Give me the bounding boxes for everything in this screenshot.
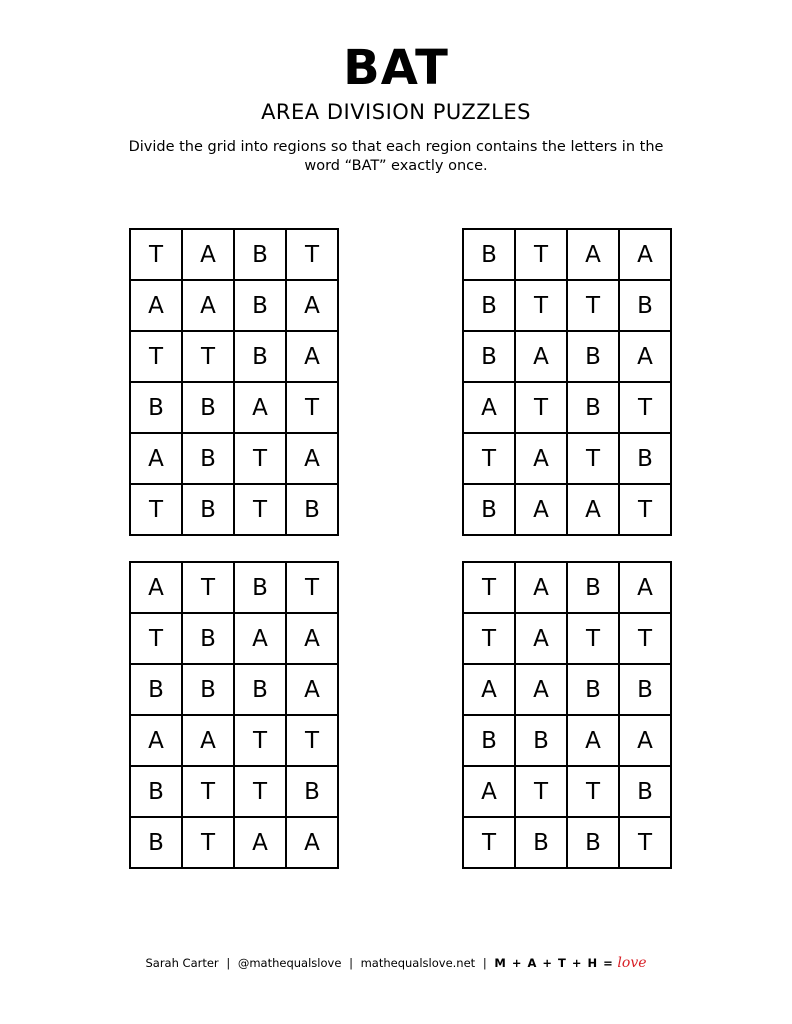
grid-cell: T bbox=[182, 562, 234, 613]
grid-cell: T bbox=[234, 715, 286, 766]
grid-cell: A bbox=[182, 280, 234, 331]
grid-cell: B bbox=[619, 766, 671, 817]
grid-cell: A bbox=[619, 562, 671, 613]
grid-cell: B bbox=[234, 280, 286, 331]
grid-cell: T bbox=[515, 382, 567, 433]
grid-cell: B bbox=[463, 280, 515, 331]
grid-cell: B bbox=[182, 613, 234, 664]
footer-love-script: love bbox=[617, 955, 647, 971]
footer-author: Sarah Carter bbox=[145, 956, 219, 970]
grid-cell: T bbox=[234, 766, 286, 817]
grid-row bbox=[463, 664, 671, 715]
grid-row bbox=[130, 331, 338, 382]
grid-cell: T bbox=[130, 229, 182, 280]
grid-cell: B bbox=[515, 715, 567, 766]
grid-row bbox=[130, 382, 338, 433]
grid-cell: T bbox=[286, 715, 338, 766]
grid-row bbox=[463, 766, 671, 817]
grid-cell: B bbox=[619, 664, 671, 715]
grid-cell: A bbox=[286, 331, 338, 382]
grid-cell: A bbox=[619, 229, 671, 280]
grid-cell: T bbox=[463, 433, 515, 484]
grid-row bbox=[463, 817, 671, 868]
grid-cell: B bbox=[463, 331, 515, 382]
grid-cell: B bbox=[567, 382, 619, 433]
grid-cell: T bbox=[463, 562, 515, 613]
grid-row bbox=[130, 562, 338, 613]
footer-separator: | bbox=[226, 956, 231, 970]
grid-cell: B bbox=[130, 664, 182, 715]
grid-row bbox=[130, 613, 338, 664]
grid-cell: A bbox=[619, 715, 671, 766]
grid-cell: B bbox=[619, 280, 671, 331]
footer-handle: @mathequalslove bbox=[237, 956, 342, 970]
grid-cell: T bbox=[515, 766, 567, 817]
grid-cell: T bbox=[567, 766, 619, 817]
grid-cell: A bbox=[567, 229, 619, 280]
grid-cell: T bbox=[567, 280, 619, 331]
grid-cell: A bbox=[515, 433, 567, 484]
grid-row bbox=[463, 613, 671, 664]
grid-cell: B bbox=[463, 715, 515, 766]
grid-row bbox=[463, 382, 671, 433]
grid-cell: T bbox=[463, 817, 515, 868]
grid-cell: A bbox=[515, 613, 567, 664]
grid-cell: B bbox=[286, 484, 338, 535]
grid-cell: A bbox=[515, 331, 567, 382]
grid-cell: T bbox=[130, 331, 182, 382]
grid-cell: A bbox=[286, 280, 338, 331]
grid-cell: T bbox=[515, 280, 567, 331]
grid-row bbox=[463, 433, 671, 484]
grid-cell: A bbox=[567, 715, 619, 766]
grid-cell: A bbox=[463, 382, 515, 433]
grid-cell: T bbox=[515, 229, 567, 280]
footer-separator: | bbox=[349, 956, 353, 970]
grid-cell: A bbox=[515, 484, 567, 535]
footer-site: mathequalslove.net bbox=[360, 956, 476, 970]
grid-cell: A bbox=[463, 664, 515, 715]
grid-row bbox=[130, 433, 338, 484]
grid-cell: B bbox=[182, 664, 234, 715]
grid-row bbox=[130, 715, 338, 766]
grid-row bbox=[463, 715, 671, 766]
grid-cell: B bbox=[130, 382, 182, 433]
grid-cell: A bbox=[463, 766, 515, 817]
grid-cell: T bbox=[619, 817, 671, 868]
grid-cell: B bbox=[619, 433, 671, 484]
grid-cell: A bbox=[130, 280, 182, 331]
grid-cell: T bbox=[463, 613, 515, 664]
grid-cell: T bbox=[130, 613, 182, 664]
grid-row bbox=[130, 280, 338, 331]
grid-cell: T bbox=[619, 613, 671, 664]
page-title: BAT bbox=[343, 40, 449, 96]
grid-cell: A bbox=[130, 562, 182, 613]
grid-row bbox=[130, 484, 338, 535]
grid-cell: A bbox=[234, 613, 286, 664]
page-subtitle: AREA DIVISION PUZZLES bbox=[261, 100, 531, 124]
grid-cell: B bbox=[234, 229, 286, 280]
grid-cell: A bbox=[182, 229, 234, 280]
grid-row bbox=[130, 229, 338, 280]
footer-separator: | bbox=[482, 956, 487, 970]
grid-cell: B bbox=[567, 331, 619, 382]
grid-row bbox=[463, 562, 671, 613]
grid-cell: B bbox=[182, 382, 234, 433]
grid-cell: B bbox=[130, 817, 182, 868]
grid-cell: T bbox=[182, 331, 234, 382]
grid-cell: T bbox=[619, 484, 671, 535]
grid-cell: A bbox=[130, 433, 182, 484]
grid-cell: A bbox=[515, 664, 567, 715]
grid-cell: T bbox=[567, 613, 619, 664]
puzzle-grid-4 bbox=[462, 561, 672, 869]
grid-cell: T bbox=[182, 817, 234, 868]
grid-cell: A bbox=[130, 715, 182, 766]
grid-cell: B bbox=[130, 766, 182, 817]
grid-cell: B bbox=[182, 433, 234, 484]
grid-cell: A bbox=[234, 817, 286, 868]
grid-row bbox=[463, 229, 671, 280]
grid-cell: B bbox=[234, 664, 286, 715]
grid-cell: B bbox=[234, 331, 286, 382]
grid-cell: B bbox=[515, 817, 567, 868]
grid-cell: T bbox=[182, 766, 234, 817]
grid-cell: B bbox=[567, 562, 619, 613]
grid-cell: B bbox=[463, 229, 515, 280]
grid-cell: A bbox=[619, 331, 671, 382]
grid-cell: A bbox=[286, 817, 338, 868]
grid-row bbox=[130, 766, 338, 817]
grid-cell: T bbox=[567, 433, 619, 484]
grid-row bbox=[463, 484, 671, 535]
grid-row bbox=[463, 280, 671, 331]
grid-cell: A bbox=[286, 664, 338, 715]
grid-cell: B bbox=[182, 484, 234, 535]
grid-cell: T bbox=[619, 382, 671, 433]
grid-cell: A bbox=[286, 433, 338, 484]
instructions-text: Divide the grid into regions so that each region contains the letters in the word “BAT” exactly once. bbox=[128, 139, 664, 174]
grid-cell: A bbox=[182, 715, 234, 766]
grid-cell: T bbox=[286, 382, 338, 433]
grid-cell: B bbox=[567, 664, 619, 715]
grid-cell: A bbox=[286, 613, 338, 664]
puzzle-grid-3 bbox=[129, 561, 339, 869]
puzzle-grid-2 bbox=[462, 228, 672, 536]
grid-cell: T bbox=[234, 433, 286, 484]
grid-cell: T bbox=[234, 484, 286, 535]
grid-cell: A bbox=[567, 484, 619, 535]
puzzle-grid-1 bbox=[129, 228, 339, 536]
grid-cell: T bbox=[130, 484, 182, 535]
grid-cell: T bbox=[286, 229, 338, 280]
grid-cell: B bbox=[234, 562, 286, 613]
grid-cell: B bbox=[286, 766, 338, 817]
grid-cell: B bbox=[567, 817, 619, 868]
grid-cell: B bbox=[463, 484, 515, 535]
footer bbox=[0, 955, 792, 971]
grid-row bbox=[463, 331, 671, 382]
footer-brand-logo: M + A + T + H = bbox=[494, 956, 614, 970]
grid-row bbox=[130, 664, 338, 715]
grid-row bbox=[130, 817, 338, 868]
grid-cell: A bbox=[515, 562, 567, 613]
grid-cell: T bbox=[286, 562, 338, 613]
grid-cell: A bbox=[234, 382, 286, 433]
